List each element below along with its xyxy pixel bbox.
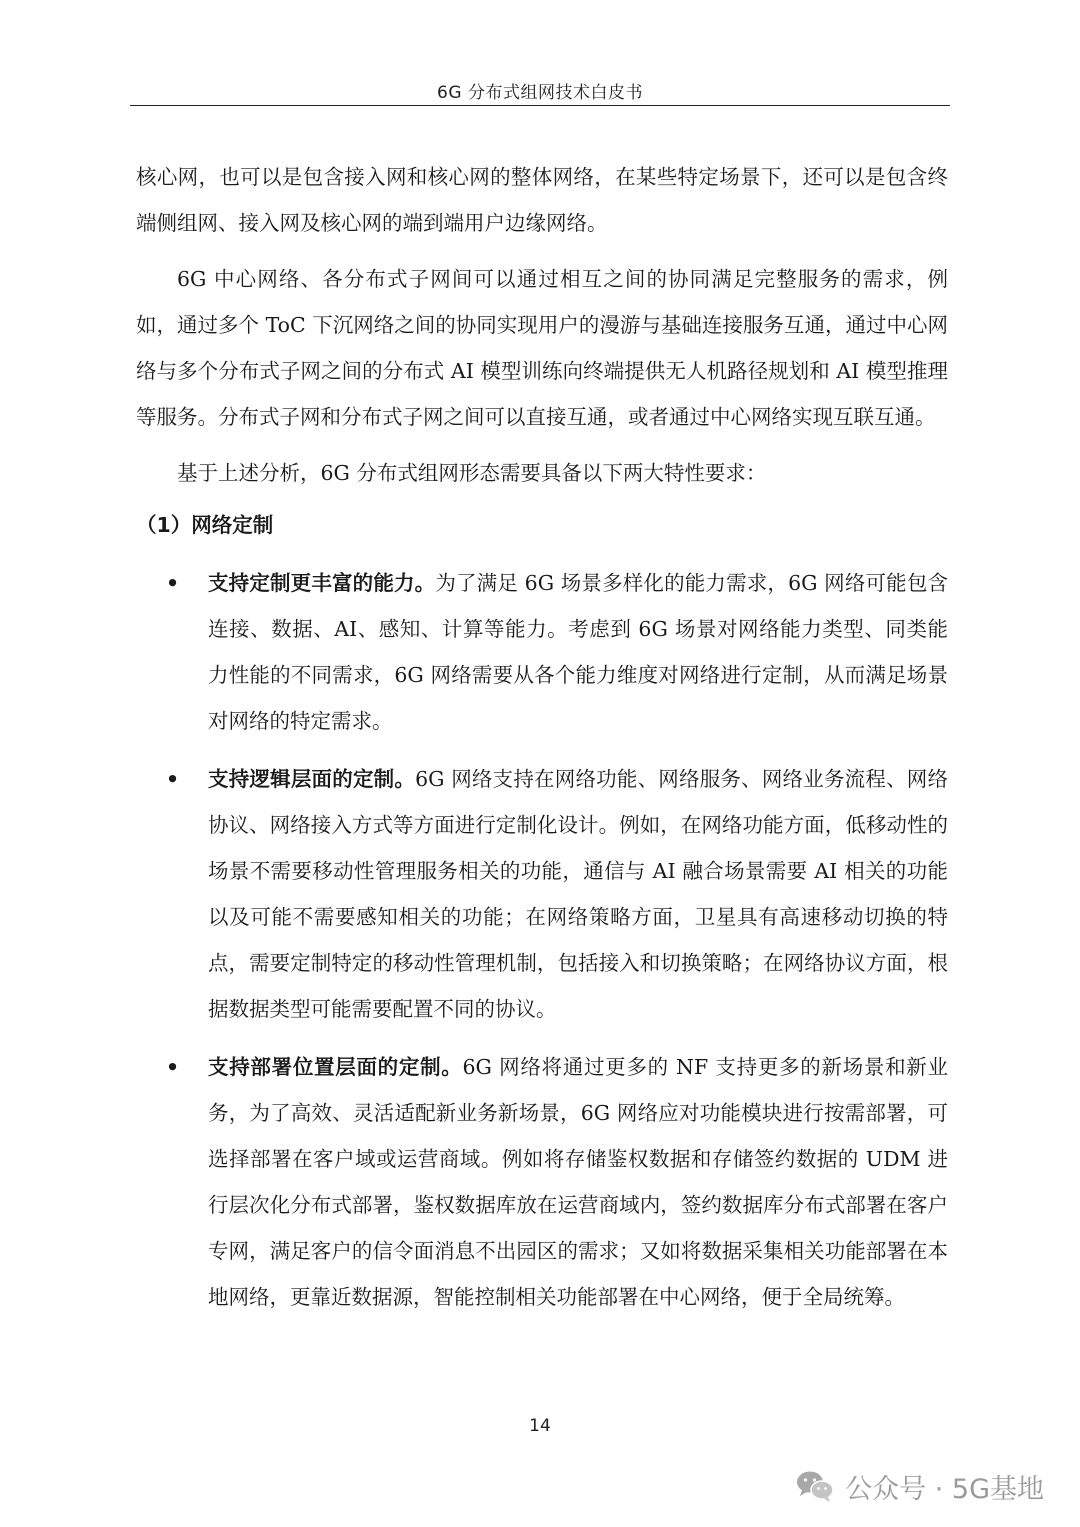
- source-watermark: [795, 1464, 1044, 1508]
- paragraph-requirements-intro: 基于上述分析，6G 分布式组网形态需要具备以下两大特性要求：: [177, 461, 767, 485]
- bullet-body-text: 6G 网络将通过更多的 NF 支持更多的新场景和新业务，为了高效、灵活适配新业务新场景，6G 网络应对功能模块进行按需部署，可选择部署在客户域或运营商域。例如将存储鉴权数据和存储签约数据的 UDM 进行层次化分布式部署，鉴权数据库放在运营商域内，签约数据库分布式部署在客户专网，满足客户的信令面消息不出园区的需求；又如将数据采集相关功能部署在本地网络，更靠近数据源，智能控制相关功能部署在中心网络，便于全局统筹。: [208, 1055, 948, 1309]
- bullet-item: [136, 560, 948, 744]
- paragraph-collaboration: 6G 中心网络、各分布式子网间可以通过相互之间的协同满足完整服务的需求，例如，通过多个 ToC 下沉网络之间的协同实现用户的漫游与基础连接服务互通，通过中心网络与多个分布式子网之间的分布式 AI 模型训练向终端提供无人机路径规划和 AI 模型推理等服务。分布式子网和分布式子网之间可以直接互通，或者通过中心网络实现互联互通。: [136, 267, 948, 429]
- bullet-item: [136, 756, 948, 1032]
- bullet-marker: •: [166, 1055, 180, 1079]
- page-number: 14: [529, 1416, 551, 1436]
- bullet-lead-text: 支持定制更丰富的能力。: [208, 571, 436, 595]
- header-divider: [130, 105, 950, 106]
- bullet-lead-text: 支持逻辑层面的定制。: [208, 767, 416, 791]
- bullet-item: [136, 1044, 948, 1320]
- watermark-text: 公众号 · 5G基地: [845, 1473, 1044, 1505]
- page-body: [136, 154, 948, 1332]
- bullet-marker: •: [166, 767, 180, 791]
- bullet-body-text: 6G 网络支持在网络功能、网络服务、网络业务流程、网络协议、网络接入方式等方面进行定制化设计。例如，在网络功能方面，低移动性的场景不需要移动性管理服务相关的功能，通信与 AI 融合场景需要 AI 相关的功能以及可能不需要感知相关的功能；在网络策略方面，卫星具有高速移动切换的特点，需要定制特定的移动性管理机制，包括接入和切换策略；在网络协议方面，根据数据类型可能需要配置不同的协议。: [208, 767, 948, 1021]
- paragraph-continuation: 核心网，也可以是包含接入网和核心网的整体网络，在某些特定场景下，还可以是包含终端侧组网、接入网及核心网的端到端用户边缘网络。: [136, 165, 948, 235]
- bullet-marker: •: [166, 571, 180, 595]
- section-heading-network-customization: （1）网络定制: [136, 513, 274, 537]
- running-header-title: 6G 分布式组网技术白皮书: [437, 83, 643, 103]
- wechat-icon: [795, 1469, 835, 1503]
- bullet-lead-text: 支持部署位置层面的定制。: [208, 1055, 463, 1079]
- bullet-body-text: 为了满足 6G 场景多样化的能力需求，6G 网络可能包含连接、数据、AI、感知、计算等能力。考虑到 6G 场景对网络能力类型、同类能力性能的不同需求，6G 网络需要从各个能力维度对网络进行定制，从而满足场景对网络的特定需求。: [208, 571, 949, 733]
